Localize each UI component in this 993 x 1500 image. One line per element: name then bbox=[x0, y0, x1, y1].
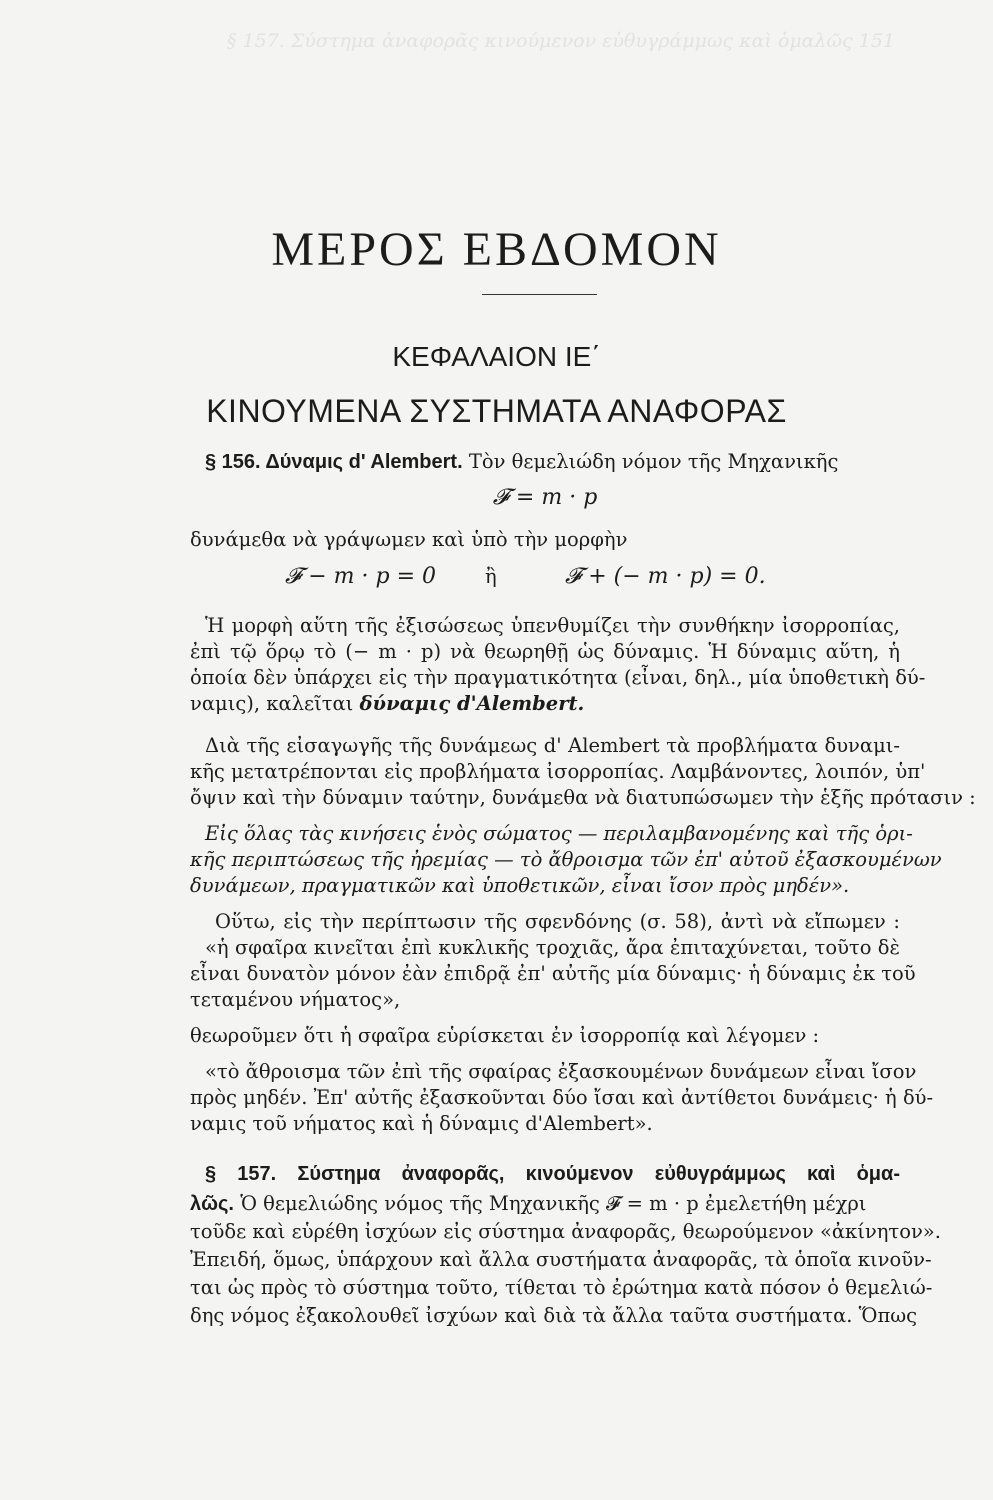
equation-2a: 𝓕 − m · p = 0 bbox=[285, 564, 436, 589]
equation-2 bbox=[285, 565, 795, 589]
chapter-title: ΚΙΝΟΥΜΕΝΑ ΣΥΣΤΗΜΑΤΑ ΑΝΑΦΟΡΑΣ bbox=[206, 393, 787, 429]
paragraph-line: «ἡ σφαῖρα κινεῖται ἐπὶ κυκλικῆς τροχιᾶς, ἄρα ἐπιταχύνεται, τοῦτο δὲ bbox=[205, 936, 900, 959]
paragraph-line: «τὸ ἄθροισμα τῶν ἐπὶ τῆς σφαίρας ἐξασκουμένων δυνάμεων εἶναι ἴσον bbox=[205, 1060, 917, 1083]
theorem-line: δυνάμεων, πραγματικῶν καὶ ὑποθετικῶν, εἶναι ἴσον πρὸς μηδέν». bbox=[190, 874, 850, 897]
bleed-through-running-head: § 157. Σύστημα ἀναφορᾶς κινούμενον εὐθυγράμμως καὶ ὁμαλῶς 151 bbox=[227, 30, 895, 52]
equation-1: 𝓕 = m · p bbox=[492, 485, 598, 510]
paragraph-line: ἐπὶ τῷ ὅρῳ τὸ (− m · p) νὰ θεωρηθῇ ὡς δύναμις. Ἡ δύναμις αὕτη, ἡ bbox=[190, 640, 900, 663]
part-title: ΜΕΡΟΣ ΕΒΔΟΜΟΝ bbox=[271, 223, 722, 276]
paragraph-line: ται ὡς πρὸς τὸ σύστημα τοῦτο, τίθεται τὸ ἐρώτημα κατὰ πόσον ὁ θεμελιώ- bbox=[190, 1276, 933, 1299]
paragraph-line: Ἐπειδή, ὅμως, ὑπάρχουν καὶ ἄλλα συστήματα ἀναφορᾶς, τὰ ὁποῖα κινοῦν- bbox=[190, 1248, 932, 1271]
theorem-line: κῆς περιπτώσεως τῆς ἠρεμίας — τὸ ἄθροισμα τῶν ἐπ' αὐτοῦ ἐξασκουμένων bbox=[190, 848, 942, 871]
paragraph-line: εἶναι δυνατὸν μόνον ἐὰν ἐπιδρᾷ ἐπ' αὐτῆς μία δύναμις· ἡ δύναμις ἐκ τοῦ bbox=[190, 962, 916, 985]
paragraph-line: ναμις), καλεῖται δύναμις d'Alembert. bbox=[190, 692, 585, 715]
paragraph-line: τεταμένου νήματος», bbox=[190, 988, 401, 1011]
equation-or: ἢ bbox=[485, 565, 497, 588]
term-dalembert-force: δύναμις d'Alembert. bbox=[359, 692, 585, 715]
section-156-heading: § 156. Δύναμις d' Alembert. bbox=[205, 451, 463, 473]
chapter-label: ΚΕΦΑΛΑΙΟΝ ΙΕ΄ bbox=[392, 341, 601, 372]
section-157-line: λῶς. Ὁ θεμελιώδης νόμος τῆς Μηχανικῆς 𝓕 = m · p ἐμελετήθη μέχρι bbox=[190, 1192, 867, 1215]
paragraph-line: ναμις τοῦ νήματος καὶ ἡ δύναμις d'Alembert». bbox=[190, 1112, 653, 1135]
paragraph-line: Οὕτω, εἰς τὴν περίπτωσιν τῆς σφενδόνης (σ. 58), ἀντὶ νὰ εἴπωμεν : bbox=[215, 910, 900, 933]
title-divider bbox=[482, 294, 597, 295]
paragraph-line: κῆς μετατρέπονται εἰς προβλήματα ἰσορροπίας. Λαμβάνοντες, λοιπόν, ὑπ' bbox=[190, 760, 926, 783]
paragraph-line: ὄψιν καὶ τὴν δύναμιν ταύτην, δυνάμεθα νὰ διατυπώσωμεν τὴν ἑξῆς πρότασιν : bbox=[190, 786, 976, 809]
paragraph-line: Ἡ μορφὴ αὕτη τῆς ἐξισώσεως ὑπενθυμίζει τὴν συνθήκην ἰσορροπίας, bbox=[205, 614, 900, 637]
paragraph-line: πρὸς μηδέν. Ἐπ' αὐτῆς ἐξασκοῦνται δύο ἴσαι καὶ ἀντίθετοι δυνάμεις· ἡ δύ- bbox=[190, 1086, 934, 1109]
paragraph-line: Διὰ τῆς εἰσαγωγῆς τῆς δυνάμεως d' Alembert τὰ προβλήματα δυναμι- bbox=[205, 734, 900, 757]
section-157-heading: § 157. Σύστημα ἀναφορᾶς, κινούμενον εὐθυγράμμως καὶ ὁμα- bbox=[205, 1163, 900, 1185]
theorem-line: Εἰς ὅλας τὰς κινήσεις ἑνὸς σώματος — περιλαμβανομένης καὶ τῆς ὁρι- bbox=[205, 822, 913, 845]
paragraph-line: δης νόμος ἐξακολουθεῖ ἰσχύων καὶ διὰ τὰ ἄλλα ταῦτα συστήματα. Ὅπως bbox=[190, 1304, 918, 1327]
paragraph-line: τοῦδε καὶ εὑρέθη ἰσχύων εἰς σύστημα ἀναφορᾶς, θεωρούμενον «ἀκίνητον». bbox=[190, 1220, 941, 1243]
equation-2b: 𝓕 + (− m · p) = 0. bbox=[565, 564, 766, 589]
paragraph-line: θεωροῦμεν ὅτι ἡ σφαῖρα εὑρίσκεται ἐν ἰσορροπίᾳ καὶ λέγομεν : bbox=[190, 1024, 820, 1047]
paragraph-line: δυνάμεθα νὰ γράψωμεν καὶ ὑπὸ τὴν μορφὴν bbox=[190, 528, 628, 551]
section-156-first-line bbox=[205, 450, 900, 474]
section-156-intro: Τὸν θεμελιώδη νόμον τῆς Μηχανικῆς bbox=[468, 450, 839, 473]
paragraph-line: ὁποία δὲν ὑπάρχει εἰς τὴν πραγματικότητα (εἶναι, δηλ., μία ὑποθετικὴ δύ- bbox=[190, 666, 926, 689]
